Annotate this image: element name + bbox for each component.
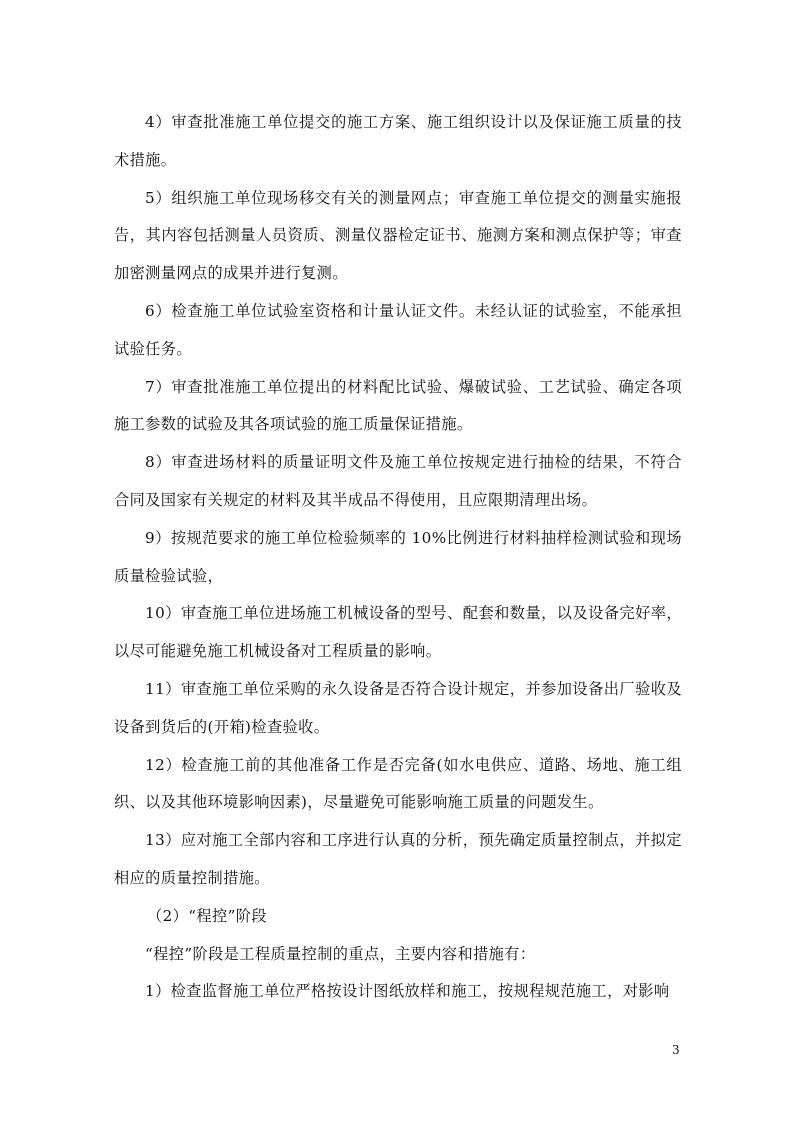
page-number: 3 bbox=[672, 1043, 680, 1057]
section-item-1: 1）检查监督施工单位严格按设计图纸放样和施工，按规程规范施工，对影响 bbox=[145, 982, 670, 1001]
paragraph-item-6: 6）检查施工单位试验室资格和计量认证文件。未经认证的试验室，不能承担试验任务。 bbox=[114, 301, 682, 358]
paragraph-item-4: 4）审查批准施工单位提交的施工方案、施工组织设计以及保证施工质量的技术措施。 bbox=[114, 113, 682, 169]
paragraph-item-5: 5）组织施工单位现场移交有关的测量网点；审查施工单位提交的测量实施报告，其内容包括测量人员资质、测量仪器检定证书、施测方案和测点保护等；审查加密测量网点的成果并进行复测。 bbox=[114, 188, 682, 283]
section-intro: “程控”阶段是工程质量控制的重点，主要内容和措施有： bbox=[145, 944, 536, 963]
paragraph-item-10: 10）审查施工单位进场施工机械设备的型号、配套和数量，以及设备完好率，以尽可能避免施工机械设备对工程质量的影响。 bbox=[114, 604, 682, 661]
page-content bbox=[114, 104, 682, 1011]
paragraph-item-9: 9）按规范要求的施工单位检验频率的 10%比例进行材料抽样检测试验和现场质量检验试验， bbox=[114, 528, 682, 585]
paragraph-item-11: 11）审查施工单位采购的永久设备是否符合设计规定，并参加设备出厂验收及设备到货后的(开箱)检查验收。 bbox=[114, 679, 682, 736]
paragraph-item-13: 13）应对施工全部内容和工序进行认真的分析，预先确定质量控制点，并拟定相应的质量控制措施。 bbox=[114, 831, 682, 887]
paragraph-item-8: 8）审查进场材料的质量证明文件及施工单位按规定进行抽检的结果，不符合合同及国家有关规定的材料及其半成品不得使用，且应限期清理出场。 bbox=[114, 453, 682, 509]
paragraph-item-12: 12）检查施工前的其他准备工作是否完备(如水电供应、道路、场地、施工组织、以及其他环境影响因素)，尽量避免可能影响施工质量的问题发生。 bbox=[114, 755, 682, 812]
section-heading: （2）“程控”阶段 bbox=[147, 906, 267, 925]
paragraph-item-7: 7）审查批准施工单位提出的材料配比试验、爆破试验、工艺试验、确定各项施工参数的试验及其各项试验的施工质量保证措施。 bbox=[114, 377, 682, 434]
